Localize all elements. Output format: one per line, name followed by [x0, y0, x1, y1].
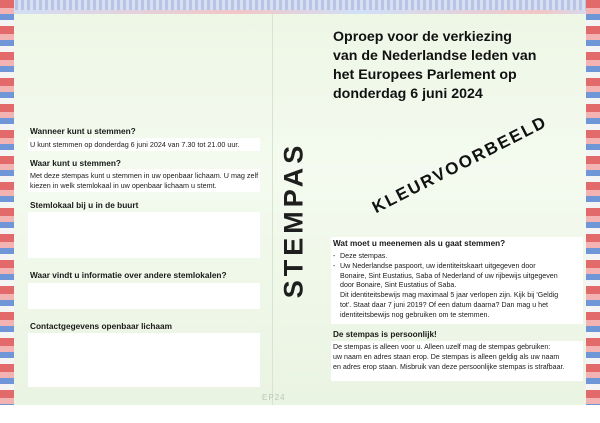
bring-item-id-line-4: Dit identiteitsbewijs mag maximaal 5 jaar verlopen zijn. Kijk bij 'Geldig: [340, 291, 559, 300]
other-info-box: [28, 283, 260, 309]
bring-item-id-line-2: Bonaire, Sint Eustatius, Saba of Nederland of uw rijbewijs uitgegeven: [340, 271, 558, 280]
title-line-3: het Europees Parlement op: [333, 67, 517, 83]
bring-item-id-line-5: tot'. Staat daar 7 juni 2019? Of een datum daarna? Dan mag u het: [340, 300, 549, 309]
where-label: Waar kunt u stemmen?: [30, 158, 121, 168]
title-line-2: van de Nederlandse leden van: [333, 48, 537, 64]
stempas-vertical-title: STEMPAS: [278, 141, 309, 299]
other-info-label: Waar vindt u informatie over andere stemlokalen?: [30, 270, 227, 280]
personal-line-2: uw naam en adres staan erop. De stempas is alleen geldig als uw naam: [333, 352, 560, 361]
title-line-4: donderdag 6 juni 2024: [333, 86, 483, 102]
bring-heading: Wat moet u meenemen als u gaat stemmen?: [333, 239, 506, 248]
bottom-margin: [0, 405, 600, 423]
bring-item-id-line-1: - Uw Nederlandse paspoort, uw identiteitskaart uitgegeven door: [333, 262, 583, 272]
right-security-border: [586, 0, 600, 423]
personal-line-1: De stempas is alleen voor u. Alleen uzelf mag de stempas gebruiken:: [333, 343, 551, 351]
footer-watermark: EP24: [262, 393, 286, 402]
top-security-border: [0, 0, 600, 14]
page-title: [333, 28, 583, 104]
personal-text: [333, 343, 583, 372]
when-text: U kunt stemmen op donderdag 6 juni 2024 van 7.30 tot 21.00 uur.: [30, 140, 240, 149]
when-label: Wanneer kunt u stemmen?: [30, 126, 136, 136]
personal-heading: De stempas is persoonlijk!: [333, 330, 437, 339]
contact-box: [28, 333, 260, 387]
bring-item-id-line-6: identiteitsbewijs nog gebruiken om te stemmen.: [340, 310, 490, 319]
nearby-polling-label: Stemlokaal bij u in de buurt: [30, 200, 139, 210]
contact-label: Contactgegevens openbaar lichaam: [30, 321, 173, 331]
left-security-border: [0, 0, 14, 423]
nearby-polling-box: [28, 212, 260, 258]
bring-item-stempas: - Deze stempas.: [333, 252, 583, 262]
where-text-line-1: Met deze stempas kunt u stemmen in uw openbaar lichaam. U mag zelf: [30, 171, 259, 180]
color-sample-stamp: KLEURVOORBEELD: [369, 112, 551, 218]
personal-line-3: en adres erop staan. Misbruik van deze persoonlijke stempas is strafbaar.: [333, 362, 565, 371]
bring-section: [333, 239, 583, 321]
where-text-line-2: kiezen in welk stemlokaal in uw openbaar lichaam u stemt.: [30, 181, 217, 190]
bring-item-id-line-3: door Bonaire, Sint Eustatius of Saba.: [340, 281, 457, 290]
title-line-1: Oproep voor de verkiezing: [333, 29, 512, 45]
